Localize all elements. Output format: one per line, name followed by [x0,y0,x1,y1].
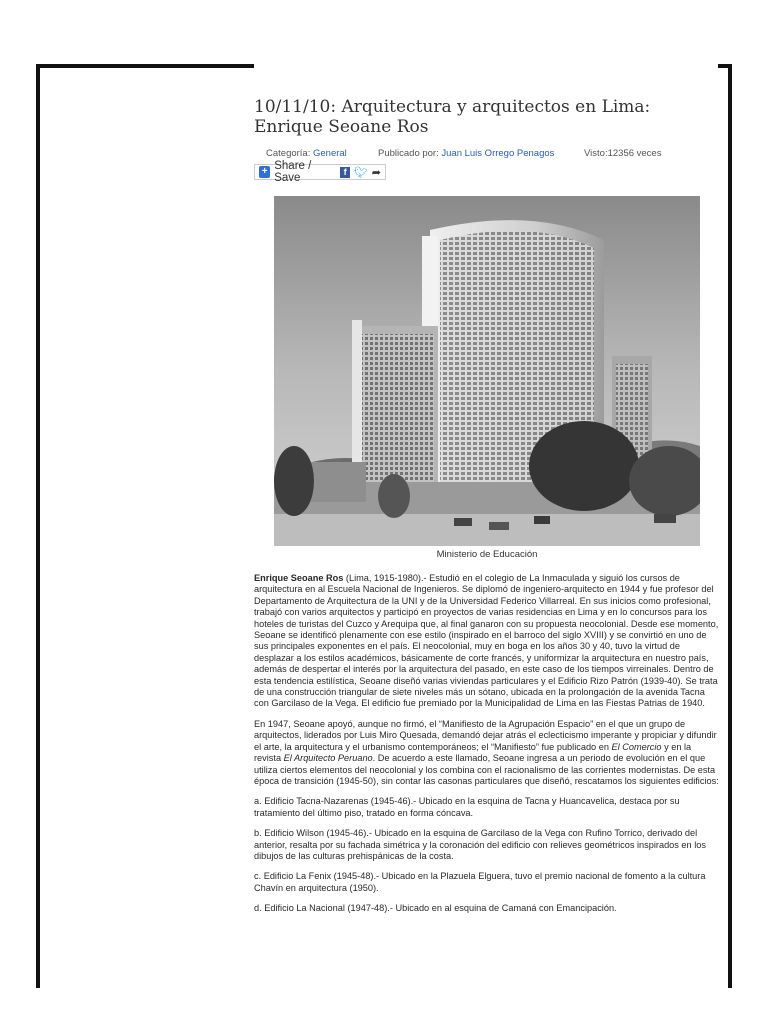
list-item: b. Edificio Wilson (1945-46).- Ubicado en la esquina de Garcilaso de la Vega con Rufino Torrico, derivado del anterior, resalta por su fachada simétrica y la coronación del edificio con relieves geométricos inspirados en los dibujos de las culturas prehispánicas de la costa. [254,828,706,861]
building-list [254,796,720,914]
article-title: 10/11/10: Arquitectura y arquitectos en Lima: Enrique Seoane Ros [254,97,651,137]
share-plus-icon: + [259,166,270,178]
building-photo [274,196,700,546]
author-label: Publicado por: [378,148,442,159]
share-arrow-icon[interactable]: ➦ [371,166,381,179]
view-count: Visto:12356 veces [584,148,662,159]
article-meta [254,148,724,160]
person-name: Enrique Seoane Ros [254,573,344,583]
share-label: Share / Save [274,160,312,184]
paragraph-2-text-c: . De acuerdo a este llamado, Seoane ingresa a un periodo de evolución en el que utiliza ciertos elementos del neocolonial y los combina con el racionalismo de las corrientes modernistas. De esta época de transición (1945-50), sin contar las casonas particulares que diseñó, rescatamos los siguientes edificios: [254,753,719,786]
newspaper-name: El Comercio [611,741,662,752]
paragraph-2-text-a: En 1947, Seoane apoyó, aunque no firmó, el “Manifiesto de la Agrupación Espacio” en el que un grupo de arquitectos, liderados por Luis Miro Quesada, demandó dejar atrás el eclecticismo imperante y propiciar y difundir el arte, la arquitectura y el urbanismo contemporáneos; el “Manifiesto” fue publicado en [254,718,717,752]
article-body [254,573,720,924]
magazine-name: El Arquitecto Peruano [283,753,373,764]
paragraph-2-text-b: y en la revista [254,741,692,764]
frame-right-border [728,64,732,988]
list-item: a. Edificio Tacna-Nazarenas (1945-46).- Ubicado en la esquina de Tacna y Huancavelica, destaca por su tratamiento del último piso, tratado en forma cóncava. [254,796,680,818]
twitter-icon[interactable]: 🐦︎ [353,166,368,179]
author-link[interactable]: Juan Luis Orrego Penagos [441,148,555,159]
category [266,148,347,159]
paragraph-2 [254,719,720,787]
author [378,148,554,159]
list-item: c. Edificio La Fenix (1945-48).- Ubicado en la Plazuela Elguera, tuvo el premio nacional de fomento a la cultura Chavín en arquitectura (1950). [254,871,706,893]
category-link[interactable]: General [313,148,347,159]
share-save-button[interactable] [254,160,386,184]
category-label: Categoría: [266,148,313,159]
facebook-icon[interactable]: f [340,167,349,178]
paragraph-1 [254,573,720,710]
image-caption: Ministerio de Educación [436,549,538,560]
list-item: d. Edificio La Nacional (1947-48).- Ubicado en al esquina de Camaná con Emancipación. [254,903,617,914]
paragraph-1-text: (Lima, 1915-1980).- Estudió en el colegio de La Inmaculada y siguió los cursos de arquitectura en al Escuela Nacional de Ingenieros. Se diplomó de ingeniero-arquitecto en 1944 y fue profesor del Departamento de Arquitectura de la UNI y de la Universidad Federico Villarreal. En sus inicios como profesional, trabajó con varios arquitectos y participó en proyectos de varias residencias en Lima y en lo concursos para los hoteles de turistas del Cuzco y Arequipa que, al final ganaron con su propuesta neocolonial. Desde ese momento, Seoane se identificó plenamente con ese estilo (inspirado en el barroco del siglo XVIII) y se convirtió en uno de sus principales exponentes en el país. El neocolonial, muy en boga en los años 30 y 40, tuvo la virtud de desplazar a los estilos académicos, básicamente de corte francés, y uniformizar la arquitectura en nuestro país, además de despertar el interés por la arquitectura del pasado, en este caso de los tiempos virreinales. Dentro de esta tendencia estilística, Seoane diseñó varias viviendas particulares y el Edificio Rizo Patrón (1939-40). Se trata de una construcción triangular de siete niveles más un sótano, ubicada en la prolongación de la avenida Tacna con Garcilaso de la Vega. El edificio fue premiado por la Municipalidad de Lima en las Fiestas Patrias de 1940. [254,573,719,709]
frame-top-left-border [36,64,254,68]
frame-left-border [36,64,40,988]
